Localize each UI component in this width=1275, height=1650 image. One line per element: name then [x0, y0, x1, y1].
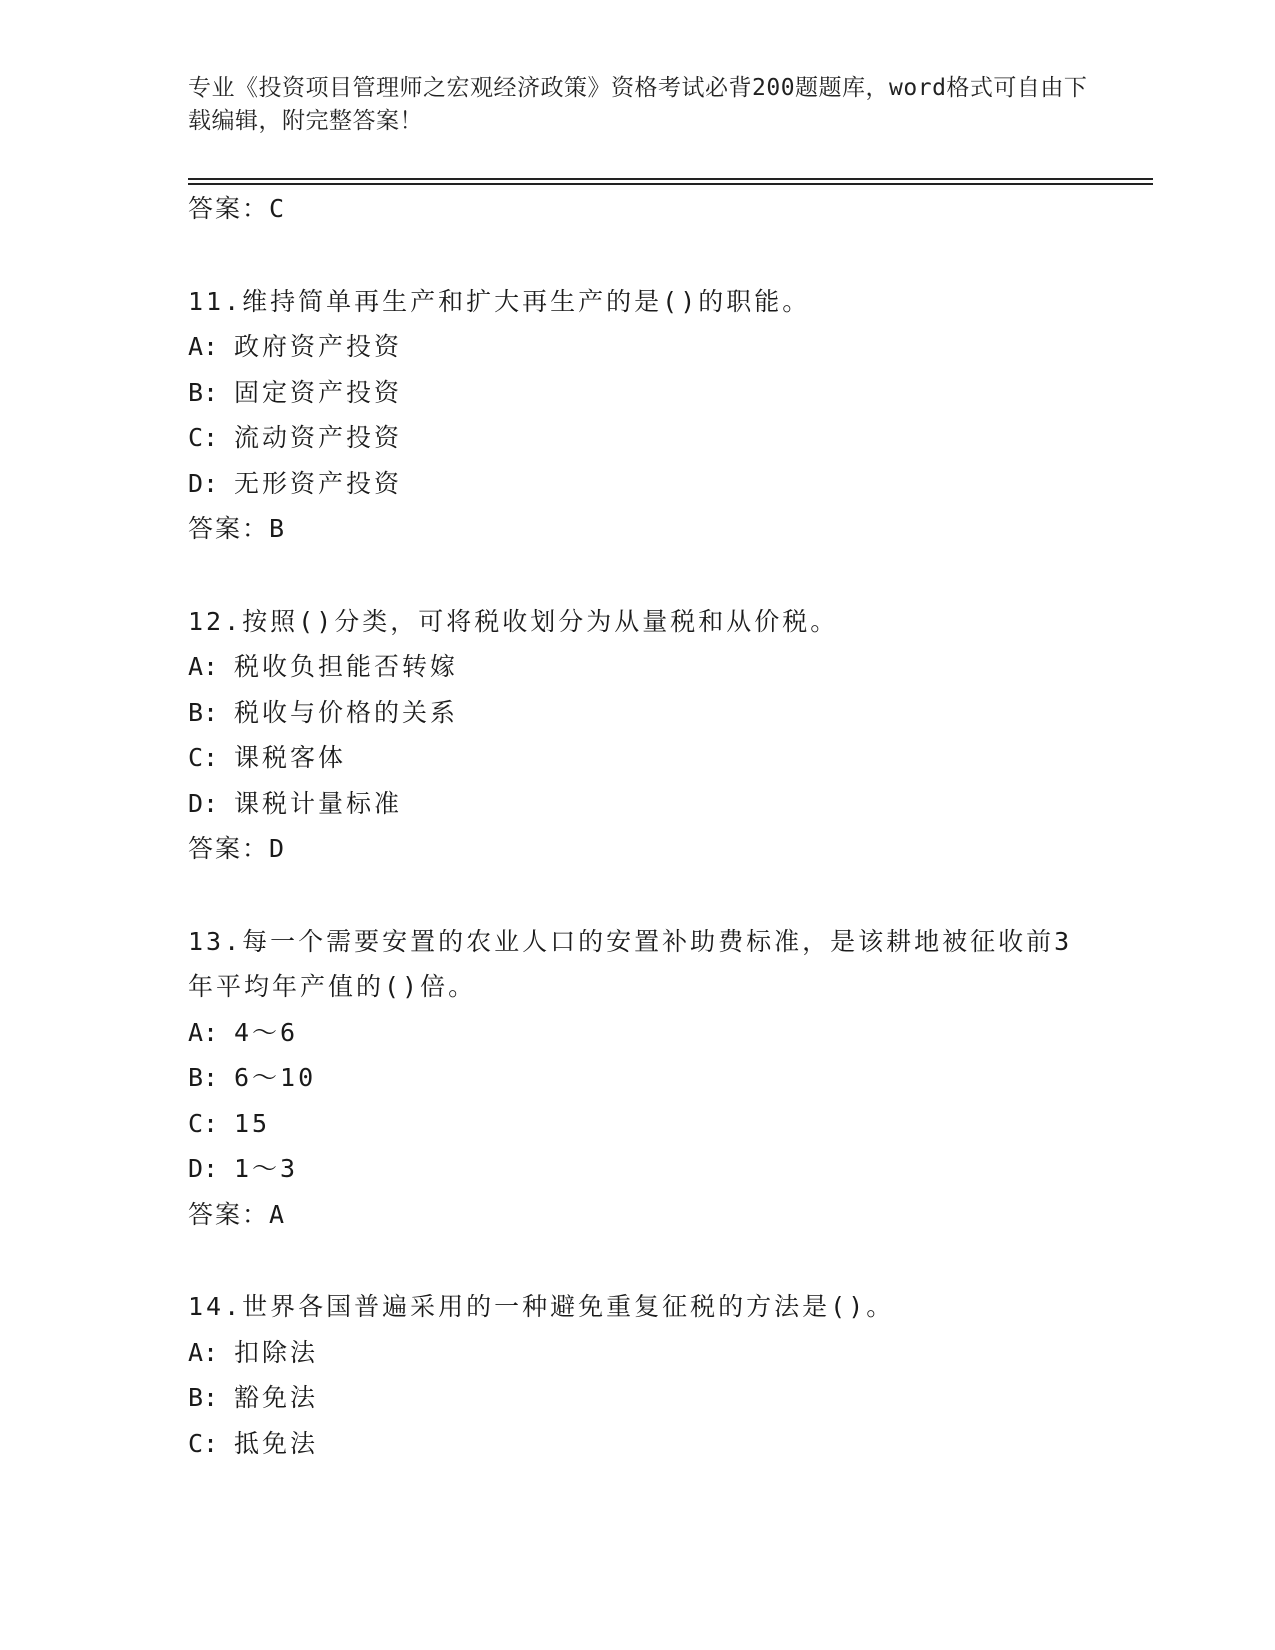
answer-label: 答案： [188, 514, 270, 543]
answer-13 [188, 1192, 1148, 1238]
option-text: 固定资产投资 [234, 377, 403, 407]
option-text: 税收负担能否转嫁 [234, 652, 459, 681]
document-header: 专业《投资项目管理师之宏观经济政策》资格考试必背200题题库，word格式可自由下载编辑，附完整答案！ [188, 75, 1088, 134]
option-text: 课税计量标准 [234, 788, 403, 818]
option-label: B: [188, 1063, 219, 1092]
option-label: D: [188, 468, 219, 498]
answer-11 [188, 506, 1148, 552]
option-13-a [188, 1010, 1148, 1056]
answer-label: 答案： [188, 1199, 270, 1229]
option-12-b [188, 690, 1148, 736]
option-text: 15 [234, 1108, 271, 1138]
header-rule-bottom [188, 183, 1153, 185]
spacer [188, 232, 1148, 279]
option-label: C: [188, 423, 219, 452]
option-11-a [188, 324, 1148, 370]
option-label: B: [188, 377, 219, 407]
question-list [188, 186, 1148, 1466]
spacer [188, 872, 1148, 919]
option-label: D: [188, 1154, 219, 1183]
option-label: C: [188, 1428, 219, 1458]
answer-value: A [269, 1199, 286, 1229]
option-14-c [188, 1421, 1148, 1467]
option-13-c [188, 1101, 1148, 1147]
option-label: A: [188, 332, 219, 361]
previous-answer [188, 186, 1148, 232]
option-text: 6～10 [234, 1063, 317, 1092]
question-stem-11: 11.维持简单再生产和扩大再生产的是()的职能。 [188, 286, 811, 316]
option-text: 流动资产投资 [234, 423, 403, 452]
option-text: 政府资产投资 [234, 332, 403, 361]
option-text: 4～6 [234, 1017, 299, 1047]
answer-12 [188, 826, 1148, 872]
option-13-d [188, 1146, 1148, 1192]
option-11-d [188, 461, 1148, 507]
option-text: 课税客体 [234, 743, 347, 772]
option-text: 1～3 [234, 1154, 299, 1183]
option-12-d [188, 781, 1148, 827]
answer-label: 答案： [188, 834, 270, 863]
option-label: B: [188, 1383, 219, 1412]
header-rule-top [188, 178, 1153, 180]
answer-value: D [269, 834, 286, 863]
answer-value: B [269, 514, 286, 543]
spacer [188, 552, 1148, 599]
option-12-a [188, 644, 1148, 690]
option-label: A: [188, 1017, 219, 1047]
question-stem-13: 13.每一个需要安置的农业人口的安置补助费标准，是该耕地被征收前3年平均年产值的()倍。 [188, 926, 1073, 1001]
option-13-b [188, 1055, 1148, 1101]
option-text: 豁免法 [234, 1383, 319, 1412]
option-text: 抵免法 [234, 1428, 319, 1458]
question-stem-14: 14.世界各国普遍采用的一种避免重复征税的方法是()。 [188, 1292, 895, 1321]
option-11-b [188, 370, 1148, 416]
option-14-a [188, 1330, 1148, 1376]
option-12-c [188, 735, 1148, 781]
option-11-c [188, 415, 1148, 461]
option-14-b [188, 1375, 1148, 1421]
spacer [188, 1237, 1148, 1284]
answer-value: C [269, 194, 286, 223]
option-text: 税收与价格的关系 [234, 697, 459, 727]
option-label: D: [188, 788, 219, 818]
option-label: B: [188, 697, 219, 727]
option-label: C: [188, 1108, 219, 1138]
option-text: 扣除法 [234, 1337, 319, 1367]
answer-label: 答案： [188, 194, 270, 223]
option-label: A: [188, 652, 219, 681]
option-label: A: [188, 1337, 219, 1367]
option-label: C: [188, 743, 219, 772]
question-stem-12: 12.按照()分类，可将税收划分为从量税和从价税。 [188, 606, 839, 636]
option-text: 无形资产投资 [234, 468, 403, 498]
